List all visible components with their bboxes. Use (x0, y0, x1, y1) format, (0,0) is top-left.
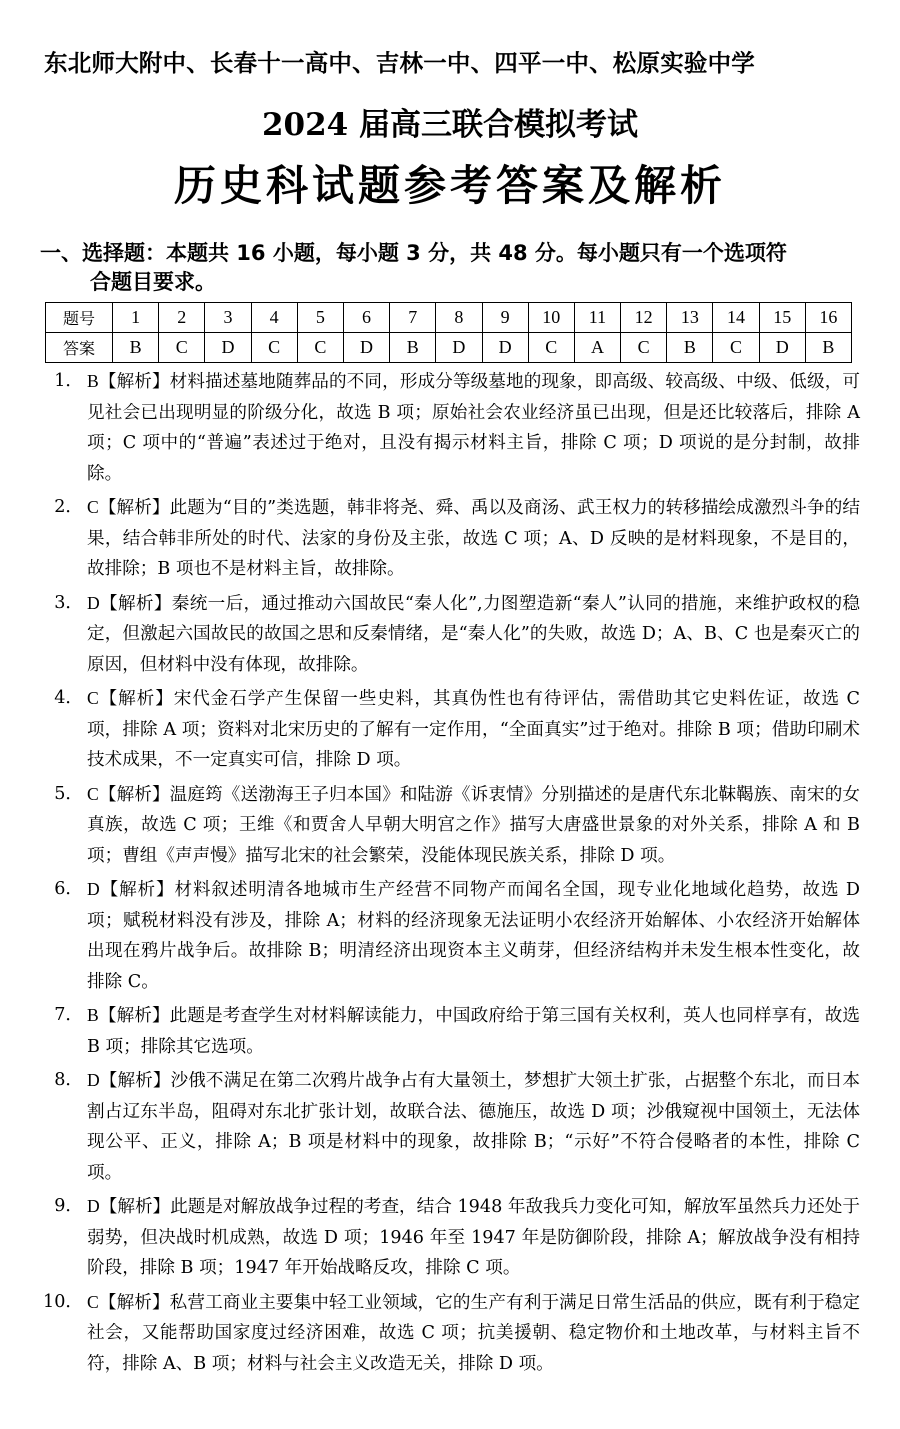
item-number: 4． (54, 688, 83, 708)
item-body (87, 779, 860, 872)
item-explanation: 【解析】此题是考查学生对材料解读能力，中国政府给于第三国有关权利，英人也同样享有，故选 B 项；排除其它选项。 (87, 1006, 860, 1057)
answer-table-number-row (46, 303, 852, 333)
explanation-item (40, 779, 860, 872)
question-number: 16 (805, 303, 851, 333)
item-number: 2． (54, 497, 83, 517)
answer-key: D (482, 333, 528, 363)
explanation-item (40, 1287, 860, 1380)
section-heading-line-1: 一、选择题：本题共 16 小题，每小题 3 分，共 48 分。每小题只有一个选项符 (40, 241, 787, 265)
item-number: 9． (54, 1196, 83, 1216)
item-body (87, 1191, 860, 1284)
item-explanation: 【解析】秦统一后，通过推动六国故民“秦人化”,力图塑造新“秦人”认同的措施，来维护政权的稳定，但激起六国故民的故国之思和反秦情绪，是“秦人化”的失败，故选 D；A、B、C 也是秦灭亡的原因，但材料中没有体现，故排除。 (87, 593, 860, 675)
question-number: 13 (667, 303, 713, 333)
answer-key: D (205, 333, 251, 363)
item-number: 6． (54, 879, 83, 899)
schools-header: 东北师大附中、长春十一高中、吉林一中、四平一中、松原实验中学 (44, 49, 755, 77)
question-number: 11 (574, 303, 620, 333)
item-number: 10． (43, 1291, 83, 1312)
item-answer: D (87, 879, 100, 899)
item-explanation: 【解析】私营工商业主要集中轻工业领域，它的生产有利于满足日常生活品的供应，既有利于稳定社会，又能帮助国家度过经济困难，故选 C 项；抗美援朝、稳定物价和土地改革，与材料主旨不符，排除 A、B 项；材料与社会主义改造无关，排除 D 项。 (87, 1292, 860, 1374)
answer-key: A (574, 333, 620, 363)
answer-key: C (621, 333, 667, 363)
exam-title: 2024 届高三联合模拟考试 (261, 107, 639, 143)
item-number: 3． (54, 592, 83, 613)
item-explanation: 【解析】此题是对解放战争过程的考查，结合 1948 年敌我兵力变化可知，解放军虽然兵力还处于弱势，但决战时机成熟，故选 D 项；1946 年至 1947 年是防御阶段，排除 A；解放战争没有相持阶段，排除 B 项；1947 年开始战略反攻，排除 C 项。 (87, 1197, 860, 1278)
item-explanation: 【解析】材料叙述明清各地城市生产经营不同物产而闻名全国，现专业化地域化趋势，故选 D 项；赋税材料没有涉及，排除 A；材料的经济现象无法证明小农经济开始解体、小农经济开始解体出现在鸦片战争后。故排除 B；明清经济出现资本主义萌芽，但经济结构并未发生根本性变化，故排除 C。 (87, 880, 860, 992)
answer-key: C (528, 333, 574, 363)
item-answer: C (87, 783, 99, 804)
number-row-label: 题号 (46, 303, 113, 333)
explanation-item (40, 874, 860, 997)
document-title: 历史科试题参考答案及解析 (173, 161, 726, 210)
answer-row-label: 答案 (46, 333, 113, 363)
question-number: 1 (113, 303, 159, 333)
answer-key: B (113, 333, 159, 363)
explanation-list (40, 366, 860, 1382)
answer-key: B (667, 333, 713, 363)
item-answer: B (87, 1005, 99, 1025)
question-number: 3 (205, 303, 251, 333)
item-answer: D (87, 1070, 100, 1090)
question-number: 15 (759, 303, 805, 333)
item-body (87, 366, 860, 489)
explanation-item (40, 366, 860, 489)
section-heading (40, 239, 860, 297)
item-explanation: 【解析】温庭筠《送渤海王子归本国》和陆游《诉衷情》分别描述的是唐代东北靺鞨族、南宋的女真族，故选 C 项；王维《和贾舍人早朝大明宫之作》描写大唐盛世景象的对外关系，排除 A 和 B 项；曹组《声声慢》描写北宋的社会繁荣，没能体现民族关系，排除 D 项。 (87, 784, 860, 866)
item-body (87, 1000, 860, 1062)
answer-key: D (436, 333, 482, 363)
item-answer: C (87, 497, 99, 517)
item-explanation: 【解析】宋代金石学产生保留一些史料，其真伪性也有待评估，需借助其它史料佐证，故选 C 项，排除 A 项；资料对北宋历史的了解有一定作用，“全面真实”过于绝对。排除 B 项；借助印刷术技术成果，不一定真实可信，排除 D 项。 (87, 689, 860, 770)
question-number: 10 (528, 303, 574, 333)
answer-key: B (390, 333, 436, 363)
answer-key: C (159, 333, 205, 363)
item-body (87, 492, 860, 585)
question-number: 9 (482, 303, 528, 333)
item-body (87, 1065, 860, 1188)
answer-key: D (759, 333, 805, 363)
answer-key: C (713, 333, 759, 363)
question-number: 5 (297, 303, 343, 333)
item-answer: B (87, 371, 99, 391)
item-explanation: 【解析】材料描述墓地随葬品的不同，形成分等级墓地的现象，即高级、较高级、中级、低级，可见社会已出现明显的阶级分化，故选 B 项；原始社会农业经济虽已出现，但是还比较落后，排除 A 项；C 项中的“普遍”表述过于绝对，且没有揭示材料主旨，排除 C 项；D 项说的是分封制，故排除。 (87, 372, 860, 484)
explanation-item (40, 492, 860, 585)
question-number: 8 (436, 303, 482, 333)
item-body (87, 874, 860, 997)
answer-table (45, 302, 852, 363)
item-answer: D (87, 1196, 100, 1216)
explanation-item (40, 683, 860, 776)
item-number: 5． (54, 783, 83, 804)
item-number: 8． (54, 1070, 83, 1090)
section-heading-line-2: 合题目要求。 (90, 270, 216, 294)
item-body (87, 588, 860, 681)
question-number: 6 (343, 303, 389, 333)
answer-table-answer-row (46, 333, 852, 363)
answer-key: C (297, 333, 343, 363)
item-number: 1． (54, 371, 83, 391)
item-number: 7． (54, 1005, 83, 1025)
explanation-item (40, 1065, 860, 1188)
item-body (87, 1287, 860, 1380)
question-number: 12 (621, 303, 667, 333)
item-answer: C (87, 1291, 99, 1312)
question-number: 2 (159, 303, 205, 333)
answer-key: D (343, 333, 389, 363)
answer-key: B (805, 333, 851, 363)
explanation-item (40, 1191, 860, 1284)
item-explanation: 【解析】此题为“目的”类选题，韩非将尧、舜、禹以及商汤、武王权力的转移描绘成激烈斗争的结果，结合韩非所处的时代、法家的身份及主张，故选 C 项；A、D 反映的是材料现象，不是目的，故排除；B 项也不是材料主旨，故排除。 (87, 498, 860, 579)
item-explanation: 【解析】沙俄不满足在第二次鸦片战争占有大量领土，梦想扩大领土扩张，占据整个东北，而日本割占辽东半岛，阻碍对东北扩张计划，故联合法、德施压，故选 D 项；沙俄窥视中国领土，无法体现公平、正义，排除 A；B 项是材料中的现象，故排除 B；“示好”不符合侵略者的本性，排除 C 项。 (87, 1071, 860, 1183)
explanation-item (40, 588, 860, 681)
item-answer: D (87, 592, 100, 613)
item-answer: C (87, 688, 99, 708)
explanation-item (40, 1000, 860, 1062)
question-number: 4 (251, 303, 297, 333)
question-number: 14 (713, 303, 759, 333)
answer-key: C (251, 333, 297, 363)
item-body (87, 683, 860, 776)
question-number: 7 (390, 303, 436, 333)
